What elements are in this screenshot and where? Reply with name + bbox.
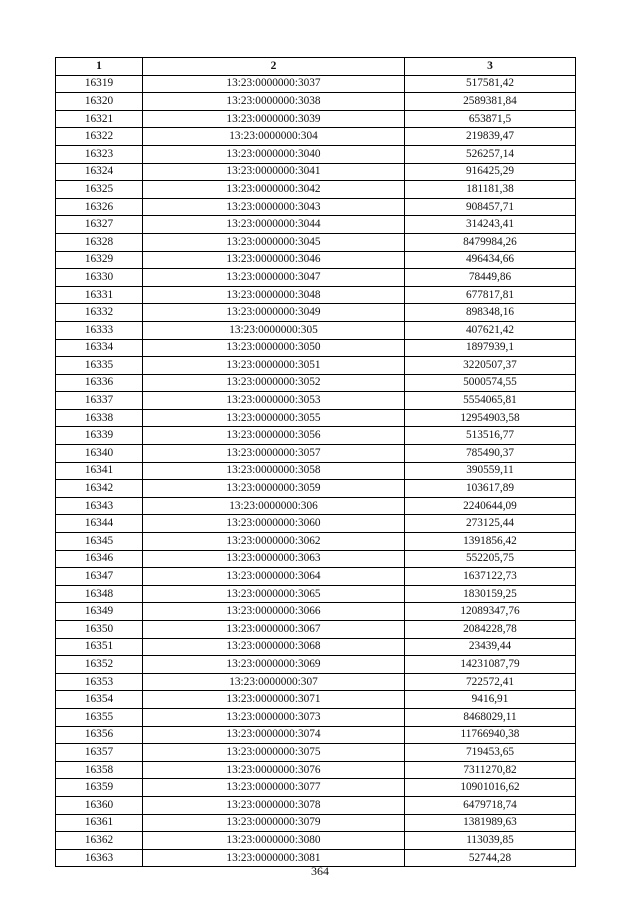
table-row xyxy=(56,462,576,480)
value-cell: 7311270,82 xyxy=(405,761,576,779)
row-number-cell: 16350 xyxy=(56,621,143,639)
row-number-cell: 16343 xyxy=(56,497,143,515)
cadastral-number-cell: 13:23:0000000:3055 xyxy=(143,409,405,427)
value-cell: 219839,47 xyxy=(405,128,576,146)
row-number-cell: 16347 xyxy=(56,568,143,586)
row-number-cell: 16346 xyxy=(56,550,143,568)
value-cell: 12089347,76 xyxy=(405,603,576,621)
value-cell: 181181,38 xyxy=(405,181,576,199)
value-cell: 908457,71 xyxy=(405,198,576,216)
value-cell: 785490,37 xyxy=(405,445,576,463)
value-cell: 3220507,37 xyxy=(405,357,576,375)
row-number-cell: 16354 xyxy=(56,691,143,709)
value-cell: 2589381,84 xyxy=(405,93,576,111)
row-number-cell: 16324 xyxy=(56,163,143,181)
row-number-cell: 16319 xyxy=(56,75,143,93)
value-cell: 14231087,79 xyxy=(405,656,576,674)
table-row xyxy=(56,145,576,163)
table-row xyxy=(56,233,576,251)
row-number-cell: 16359 xyxy=(56,779,143,797)
cadastral-number-cell: 13:23:0000000:3040 xyxy=(143,145,405,163)
table-body xyxy=(56,75,576,867)
cadastral-number-cell: 13:23:0000000:3053 xyxy=(143,392,405,410)
cadastral-number-cell: 13:23:0000000:3052 xyxy=(143,374,405,392)
row-number-cell: 16341 xyxy=(56,462,143,480)
table-row xyxy=(56,533,576,551)
value-cell: 6479718,74 xyxy=(405,796,576,814)
row-number-cell: 16325 xyxy=(56,181,143,199)
cadastral-number-cell: 13:23:0000000:3058 xyxy=(143,462,405,480)
value-cell: 898348,16 xyxy=(405,304,576,322)
table-row xyxy=(56,744,576,762)
value-cell: 8479984,26 xyxy=(405,233,576,251)
value-cell: 1830159,25 xyxy=(405,585,576,603)
row-number-cell: 16330 xyxy=(56,269,143,287)
row-number-cell: 16322 xyxy=(56,128,143,146)
value-cell: 5554065,81 xyxy=(405,392,576,410)
cadastral-number-cell: 13:23:0000000:3065 xyxy=(143,585,405,603)
table-row xyxy=(56,445,576,463)
cadastral-number-cell: 13:23:0000000:3042 xyxy=(143,181,405,199)
header-row xyxy=(56,58,576,76)
value-cell: 23439,44 xyxy=(405,638,576,656)
cadastral-number-cell: 13:23:0000000:3041 xyxy=(143,163,405,181)
cadastral-number-cell: 13:23:0000000:3047 xyxy=(143,269,405,287)
cadastral-number-cell: 13:23:0000000:3051 xyxy=(143,357,405,375)
value-cell: 52744,28 xyxy=(405,849,576,867)
row-number-cell: 16355 xyxy=(56,708,143,726)
value-cell: 8468029,11 xyxy=(405,708,576,726)
value-cell: 11766940,38 xyxy=(405,726,576,744)
row-number-cell: 16356 xyxy=(56,726,143,744)
cadastral-number-cell: 13:23:0000000:3039 xyxy=(143,110,405,128)
value-cell: 314243,41 xyxy=(405,216,576,234)
row-number-cell: 16320 xyxy=(56,93,143,111)
row-number-cell: 16363 xyxy=(56,849,143,867)
row-number-cell: 16340 xyxy=(56,445,143,463)
table-row xyxy=(56,392,576,410)
value-cell: 407621,42 xyxy=(405,321,576,339)
row-number-cell: 16344 xyxy=(56,515,143,533)
value-cell: 496434,66 xyxy=(405,251,576,269)
row-number-cell: 16345 xyxy=(56,533,143,551)
row-number-cell: 16348 xyxy=(56,585,143,603)
cadastral-number-cell: 13:23:0000000:304 xyxy=(143,128,405,146)
value-cell: 1897939,1 xyxy=(405,339,576,357)
row-number-cell: 16335 xyxy=(56,357,143,375)
table-row xyxy=(56,708,576,726)
cadastral-number-cell: 13:23:0000000:3060 xyxy=(143,515,405,533)
table-row xyxy=(56,321,576,339)
row-number-cell: 16361 xyxy=(56,814,143,832)
row-number-cell: 16327 xyxy=(56,216,143,234)
table-row xyxy=(56,480,576,498)
row-number-cell: 16329 xyxy=(56,251,143,269)
cadastral-number-cell: 13:23:0000000:3073 xyxy=(143,708,405,726)
table-row xyxy=(56,357,576,375)
column-header-2: 2 xyxy=(143,58,405,76)
table-row xyxy=(56,673,576,691)
row-number-cell: 16362 xyxy=(56,832,143,850)
value-cell: 526257,14 xyxy=(405,145,576,163)
table-row xyxy=(56,216,576,234)
cadastral-number-cell: 13:23:0000000:3071 xyxy=(143,691,405,709)
value-cell: 113039,85 xyxy=(405,832,576,850)
row-number-cell: 16353 xyxy=(56,673,143,691)
cadastral-number-cell: 13:23:0000000:3067 xyxy=(143,621,405,639)
cadastral-number-cell: 13:23:0000000:3078 xyxy=(143,796,405,814)
table-row xyxy=(56,691,576,709)
table-row xyxy=(56,550,576,568)
cadastral-number-cell: 13:23:0000000:306 xyxy=(143,497,405,515)
value-cell: 517581,42 xyxy=(405,75,576,93)
table-row xyxy=(56,251,576,269)
row-number-cell: 16342 xyxy=(56,480,143,498)
row-number-cell: 16326 xyxy=(56,198,143,216)
value-cell: 1381989,63 xyxy=(405,814,576,832)
table-row xyxy=(56,128,576,146)
table-row xyxy=(56,832,576,850)
value-cell: 1391856,42 xyxy=(405,533,576,551)
value-cell: 2240644,09 xyxy=(405,497,576,515)
value-cell: 552205,75 xyxy=(405,550,576,568)
value-cell: 2084228,78 xyxy=(405,621,576,639)
cadastral-number-cell: 13:23:0000000:3069 xyxy=(143,656,405,674)
value-cell: 12954903,58 xyxy=(405,409,576,427)
row-number-cell: 16334 xyxy=(56,339,143,357)
table-row xyxy=(56,269,576,287)
value-cell: 722572,41 xyxy=(405,673,576,691)
value-cell: 78449,86 xyxy=(405,269,576,287)
cadastral-number-cell: 13:23:0000000:3066 xyxy=(143,603,405,621)
cadastral-number-cell: 13:23:0000000:3064 xyxy=(143,568,405,586)
cadastral-number-cell: 13:23:0000000:3059 xyxy=(143,480,405,498)
table-row xyxy=(56,761,576,779)
table-row xyxy=(56,497,576,515)
row-number-cell: 16332 xyxy=(56,304,143,322)
cadastral-number-cell: 13:23:0000000:3048 xyxy=(143,286,405,304)
cadastral-number-cell: 13:23:0000000:3079 xyxy=(143,814,405,832)
table-row xyxy=(56,286,576,304)
table-row xyxy=(56,515,576,533)
table-row xyxy=(56,621,576,639)
table-row xyxy=(56,304,576,322)
column-header-1: 1 xyxy=(56,58,143,76)
row-number-cell: 16333 xyxy=(56,321,143,339)
cadastral-number-cell: 13:23:0000000:3076 xyxy=(143,761,405,779)
cadastral-number-cell: 13:23:0000000:3056 xyxy=(143,427,405,445)
cadastral-number-cell: 13:23:0000000:3062 xyxy=(143,533,405,551)
table-row xyxy=(56,603,576,621)
value-cell: 719453,65 xyxy=(405,744,576,762)
table-row xyxy=(56,339,576,357)
row-number-cell: 16357 xyxy=(56,744,143,762)
table-row xyxy=(56,163,576,181)
row-number-cell: 16338 xyxy=(56,409,143,427)
value-cell: 10901016,62 xyxy=(405,779,576,797)
cadastral-number-cell: 13:23:0000000:3050 xyxy=(143,339,405,357)
table-row xyxy=(56,796,576,814)
cadastral-number-cell: 13:23:0000000:305 xyxy=(143,321,405,339)
value-cell: 273125,44 xyxy=(405,515,576,533)
table-header xyxy=(56,58,576,76)
cadastral-number-cell: 13:23:0000000:3077 xyxy=(143,779,405,797)
row-number-cell: 16323 xyxy=(56,145,143,163)
table-row xyxy=(56,181,576,199)
value-cell: 103617,89 xyxy=(405,480,576,498)
cadastral-number-cell: 13:23:0000000:3081 xyxy=(143,849,405,867)
row-number-cell: 16352 xyxy=(56,656,143,674)
table-row xyxy=(56,93,576,111)
cadastral-number-cell: 13:23:0000000:3037 xyxy=(143,75,405,93)
page-number: 364 xyxy=(311,864,329,878)
row-number-cell: 16336 xyxy=(56,374,143,392)
value-cell: 916425,29 xyxy=(405,163,576,181)
value-cell: 1637122,73 xyxy=(405,568,576,586)
table-row xyxy=(56,409,576,427)
cadastral-number-cell: 13:23:0000000:3038 xyxy=(143,93,405,111)
cadastral-number-cell: 13:23:0000000:307 xyxy=(143,673,405,691)
table-row xyxy=(56,110,576,128)
table-row xyxy=(56,656,576,674)
table-row xyxy=(56,814,576,832)
row-number-cell: 16349 xyxy=(56,603,143,621)
table-row xyxy=(56,427,576,445)
table-row xyxy=(56,75,576,93)
table-row xyxy=(56,638,576,656)
cadastral-number-cell: 13:23:0000000:3045 xyxy=(143,233,405,251)
value-cell: 513516,77 xyxy=(405,427,576,445)
table-row xyxy=(56,568,576,586)
value-cell: 653871,5 xyxy=(405,110,576,128)
cadastral-number-cell: 13:23:0000000:3044 xyxy=(143,216,405,234)
table-row xyxy=(56,198,576,216)
value-cell: 390559,11 xyxy=(405,462,576,480)
row-number-cell: 16328 xyxy=(56,233,143,251)
value-cell: 9416,91 xyxy=(405,691,576,709)
cadastral-number-cell: 13:23:0000000:3080 xyxy=(143,832,405,850)
cadastral-number-cell: 13:23:0000000:3074 xyxy=(143,726,405,744)
row-number-cell: 16331 xyxy=(56,286,143,304)
cadastral-number-cell: 13:23:0000000:3068 xyxy=(143,638,405,656)
table-row xyxy=(56,779,576,797)
data-table xyxy=(55,57,576,867)
cadastral-number-cell: 13:23:0000000:3057 xyxy=(143,445,405,463)
row-number-cell: 16321 xyxy=(56,110,143,128)
row-number-cell: 16337 xyxy=(56,392,143,410)
row-number-cell: 16351 xyxy=(56,638,143,656)
cadastral-number-cell: 13:23:0000000:3043 xyxy=(143,198,405,216)
value-cell: 677817,81 xyxy=(405,286,576,304)
table-row xyxy=(56,374,576,392)
cadastral-number-cell: 13:23:0000000:3075 xyxy=(143,744,405,762)
row-number-cell: 16360 xyxy=(56,796,143,814)
value-cell: 5000574,55 xyxy=(405,374,576,392)
table-row xyxy=(56,585,576,603)
table-row xyxy=(56,726,576,744)
column-header-3: 3 xyxy=(405,58,576,76)
cadastral-number-cell: 13:23:0000000:3063 xyxy=(143,550,405,568)
cadastral-number-cell: 13:23:0000000:3049 xyxy=(143,304,405,322)
row-number-cell: 16339 xyxy=(56,427,143,445)
cadastral-number-cell: 13:23:0000000:3046 xyxy=(143,251,405,269)
row-number-cell: 16358 xyxy=(56,761,143,779)
